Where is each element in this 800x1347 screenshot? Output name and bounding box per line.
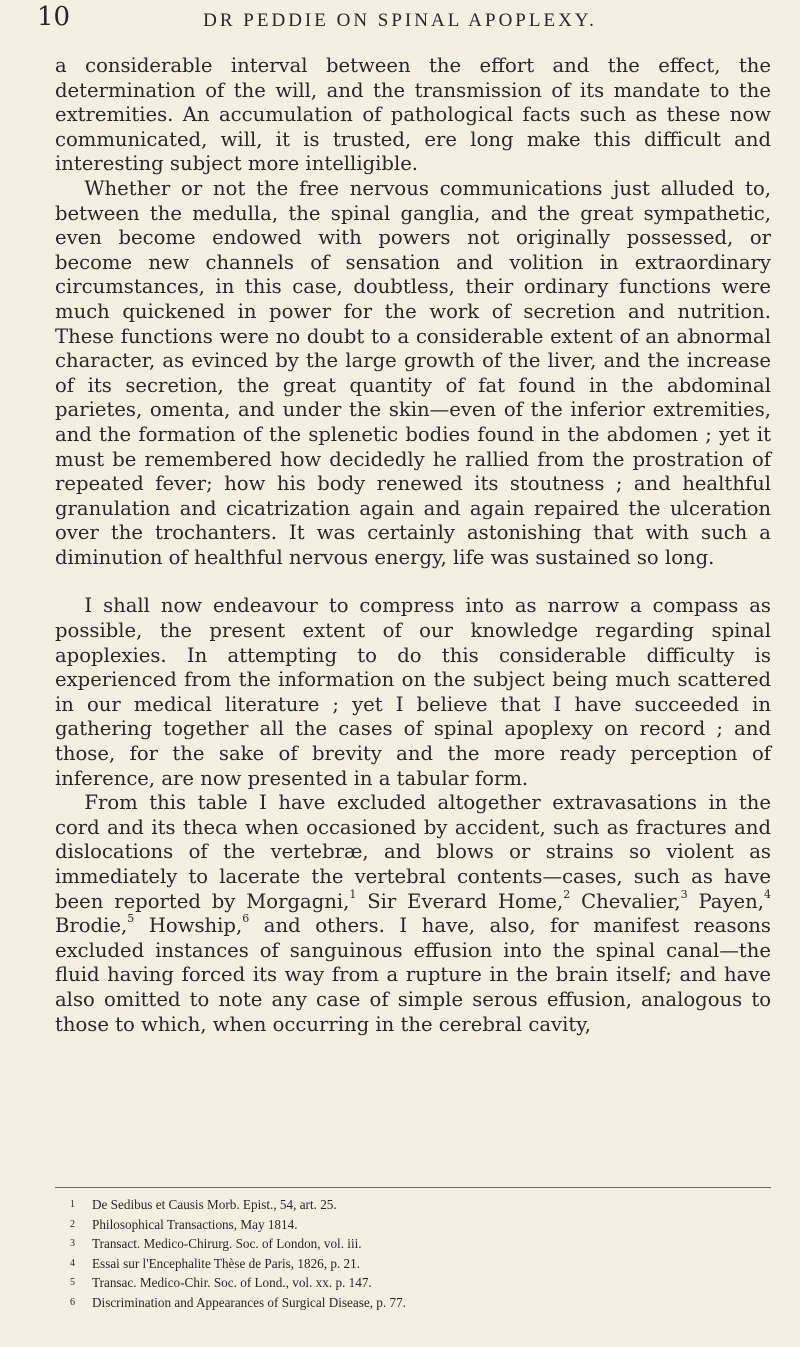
footnote-ref-5[interactable]: 5: [127, 912, 135, 926]
footnote-ref-4[interactable]: 4: [764, 887, 772, 901]
paragraph-4-text-a: From this table I have excluded altogether extravasations in the cord and its theca when occasioned by accident, such as fractures and dislocations of the vertebræ, and blows or strains so violent as immediately to lacerate the vertebral contents—cases, such as have been reported by Morgagni,: [55, 791, 771, 913]
paragraph-2: Whether or not the free nervous communications just alluded to, between the medulla, the spinal ganglia, and the great sympathetic, even become endowed with powers not originally possessed, or become new channels of sensation and volition in extraordinary circumstances, in this case, doubtless, their ordinary functions were much quickened in power for the work of secretion and nutrition. These functions were no doubt to a considerable extent of an abnormal character, as evinced by the large growth of the liver, and the increase of its secretion, the great quantity of fat found in the abdominal parietes, omenta, and under the skin—even of the inferior extremities, and the formation of the splenetic bodies found in the abdomen ; yet it must be remembered how decidedly he rallied from the prostration of repeated fever; how his body renewed its stoutness ; and healthful granulation and cicatrization again and again repaired the ulceration over the trochanters. It was certainly astonishing that with such a diminution of healthful nervous energy, life was sustained so long.: [55, 176, 771, 569]
footnote: [70, 1293, 770, 1313]
paragraph-1: a considerable interval between the effort and the effect, the determination of the will, and the transmission of its mandate to the extremities. An accumulation of pathological facts such as these now communicated, will, it is trusted, ere long make this difficult and interesting subject more intelligible.: [55, 54, 771, 176]
footnote: [70, 1234, 770, 1254]
footnote-text: Transact. Medico-Chirurg. Soc. of London, vol. iii.: [92, 1236, 362, 1252]
footnote-marker: 2: [70, 1218, 75, 1230]
paragraph-4-text-b: Sir Everard Home,: [356, 889, 564, 913]
footnote: [70, 1215, 770, 1235]
paragraph-4-text-g: and others. I have, also, for manifest reasons excluded instances of sanguinous effusion into the spinal canal—the fluid having forced its way from a rupture in the brain itself; and have also omitted to note any case of simple serous effusion, analogous to those to which, when occurring in the cerebral cavity,: [55, 914, 771, 1036]
footnote-ref-1[interactable]: 1: [349, 887, 357, 901]
running-title: DR PEDDIE ON SPINAL APOPLEXY.: [203, 10, 597, 31]
footnote-ref-2[interactable]: 2: [563, 887, 571, 901]
paragraph-3: I shall now endeavour to compress into as narrow a compass as possible, the present extent of our knowledge regarding spinal apoplexies. In attempting to do this considerable difficulty is experienced from the information on the subject being much scattered in our medical literature ; yet I believe that I have succeeded in gathering together all the cases of spinal apoplexy on record ; and those, for the sake of brevity and the more ready perception of inference, are now presented in a tabular form.: [55, 594, 771, 790]
footnote-ref-6[interactable]: 6: [242, 912, 250, 926]
footnote-marker: 6: [70, 1296, 75, 1308]
paragraph-4-text-c: Chevalier,: [570, 889, 681, 913]
footnote-marker: 5: [70, 1277, 75, 1289]
footnote-text: De Sedibus et Causis Morb. Epist., 54, art. 25.: [92, 1197, 337, 1212]
body-text: [55, 54, 771, 1037]
footnote-rule: [55, 1187, 771, 1188]
footnote-marker: 4: [70, 1257, 75, 1269]
footnote-marker: 3: [70, 1238, 75, 1250]
footnote-text: Essai sur l'Encephalite Thèse de Paris, 1826, p. 21.: [92, 1255, 361, 1271]
footnote-marker: 1: [70, 1199, 75, 1210]
footnote: [70, 1254, 770, 1274]
footnotes: [70, 1195, 770, 1313]
footnote: [70, 1195, 770, 1215]
footnote-ref-3[interactable]: 3: [680, 887, 688, 901]
paragraph-4: [55, 791, 771, 1037]
paragraph-4-text-d: Payen,: [687, 889, 765, 913]
paragraph-4-text-f: Howship,: [134, 914, 243, 938]
footnote-text: Discrimination and Appearances of Surgical Disease, p. 77.: [92, 1294, 406, 1310]
footnote-text: Transac. Medico-Chir. Soc. of Lond., vol. xx. p. 147.: [92, 1275, 372, 1291]
footnote-text: Philosophical Transactions, May 1814.: [92, 1216, 298, 1232]
page-number: 10: [37, 2, 71, 32]
footnote: [70, 1273, 770, 1293]
paragraph-4-text-e: Brodie,: [55, 914, 128, 938]
